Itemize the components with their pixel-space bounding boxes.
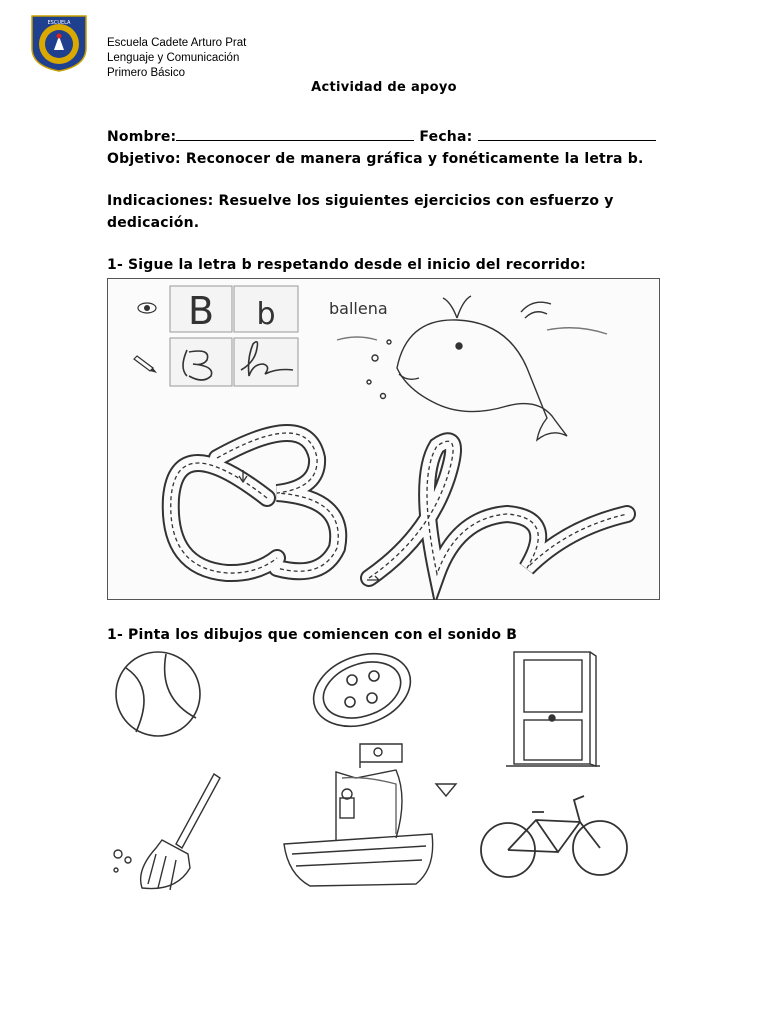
eye-icon: [138, 303, 156, 313]
school-logo: [30, 14, 88, 72]
subject-name: Lenguaje y Comunicación: [107, 52, 240, 64]
name-date-row: [107, 124, 667, 148]
tracing-letter-b-lowercase[interactable]: [367, 441, 627, 584]
ball-icon[interactable]: [116, 652, 200, 736]
word-ballena: ballena: [329, 299, 388, 318]
instructions-label: Indicaciones:: [107, 193, 214, 209]
letter-box-upper: B: [187, 289, 215, 333]
date-blank[interactable]: [478, 124, 656, 141]
button-icon[interactable]: [303, 648, 420, 739]
school-name: Escuela Cadete Arturo Prat: [107, 37, 247, 49]
ship-icon[interactable]: [284, 744, 456, 886]
page-title: Actividad de apoyo: [311, 80, 457, 95]
letter-box-lower: b: [256, 297, 276, 332]
pictures-area: [96, 648, 656, 908]
door-icon[interactable]: [506, 652, 600, 766]
exercise2-prompt: 1- Pinta los dibujos que comiencen con el sonido B: [107, 627, 518, 643]
date-label: Fecha:: [419, 129, 473, 145]
objective-text: Reconocer de manera gráfica y fonéticamente la letra b.: [180, 151, 644, 167]
objective: [107, 148, 667, 170]
instructions-text: Resuelve los siguientes ejercicios con esfuerzo y dedicación.: [107, 193, 614, 231]
grade-name: Primero Básico: [107, 67, 185, 79]
name-blank[interactable]: [176, 124, 414, 141]
logo-text-top: ESCUELA: [47, 20, 71, 26]
objective-label: Objetivo:: [107, 151, 181, 167]
broom-icon[interactable]: [114, 774, 220, 890]
name-label: Nombre:: [107, 129, 177, 145]
instructions: [107, 190, 667, 234]
tracing-panel: [107, 278, 660, 600]
school-header: [107, 36, 246, 81]
pencil-icon: [134, 356, 157, 373]
tracing-letter-b-uppercase[interactable]: [171, 433, 339, 573]
bicycle-icon[interactable]: [481, 796, 627, 877]
exercise1-prompt: 1- Sigue la letra b respetando desde el inicio del recorrido:: [107, 257, 586, 273]
